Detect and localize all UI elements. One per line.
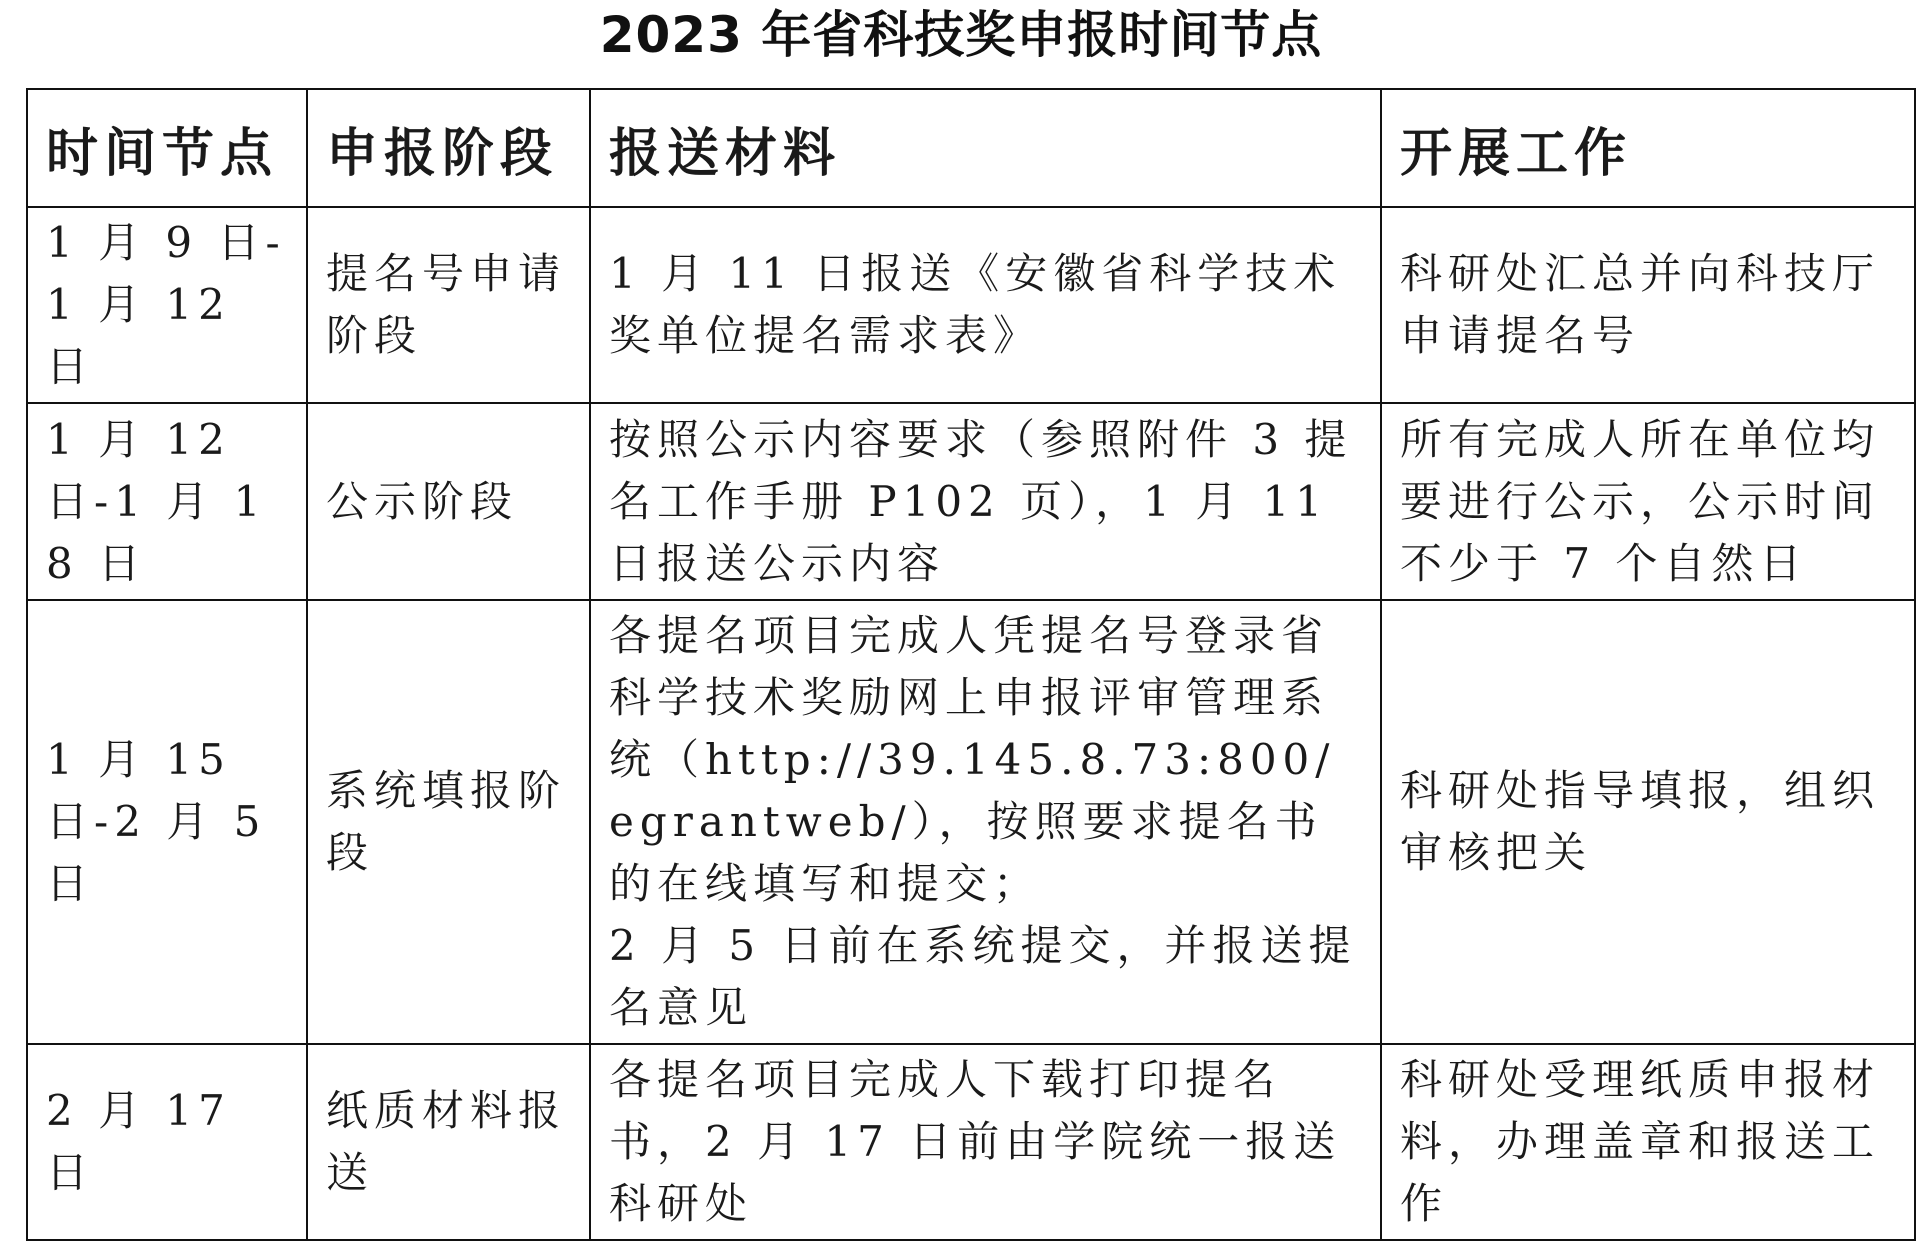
cell-time: 2 月 17 日 [27,1044,307,1240]
cell-work: 科研处指导填报，组织审核把关 [1381,600,1915,1044]
schedule-table [26,88,1916,1241]
header-materials: 报送材料 [590,89,1381,207]
table-row [27,403,1915,600]
cell-time: 1 月 15 日-2 月 5 日 [27,600,307,1044]
header-work: 开展工作 [1381,89,1915,207]
table-row [27,207,1915,403]
page-title: 2023 年省科技奖申报时间节点 [599,6,1323,64]
cell-time: 1 月 12 日-1 月 18 日 [27,403,307,600]
cell-time: 1 月 9 日-1 月 12 日 [27,207,307,403]
cell-stage: 公示阶段 [307,403,590,600]
cell-materials [590,207,1381,403]
cell-stage: 提名号申请阶段 [307,207,590,403]
cell-materials [590,1044,1381,1240]
materials-text: 2 月 5 日前在系统提交，并报送提名意见 [609,921,1357,1032]
table-header-row [27,89,1915,207]
materials-text: 1 月 11 日报送《安徽省科学技术奖单位提名需求表》 [609,249,1342,360]
materials-text: 各提名项目完成人凭提名号登录省科学技术奖励网上申报评审管理系统（http://39.145.8.73:800/egrantweb/），按照要求提名书的在线填写和提交； [609,611,1336,908]
header-time-node: 时间节点 [27,89,307,207]
table-row [27,1044,1915,1240]
cell-stage: 系统填报阶段 [307,600,590,1044]
cell-stage: 纸质材料报送 [307,1044,590,1240]
table-row [27,600,1915,1044]
cell-work: 科研处受理纸质申报材料，办理盖章和报送工作 [1381,1044,1915,1240]
cell-work: 所有完成人所在单位均要进行公示，公示时间不少于 7 个自然日 [1381,403,1915,600]
materials-text: 各提名项目完成人下载打印提名书，2 月 17 日前由学院统一报送科研处 [609,1055,1342,1228]
cell-materials [590,403,1381,600]
header-stage: 申报阶段 [307,89,590,207]
cell-work: 科研处汇总并向科技厅申请提名号 [1381,207,1915,403]
materials-text: 按照公示内容要求（参照附件 3 提名工作手册 P102 页），1 月 11 日报送公示内容 [609,414,1353,588]
cell-materials [590,600,1381,1044]
